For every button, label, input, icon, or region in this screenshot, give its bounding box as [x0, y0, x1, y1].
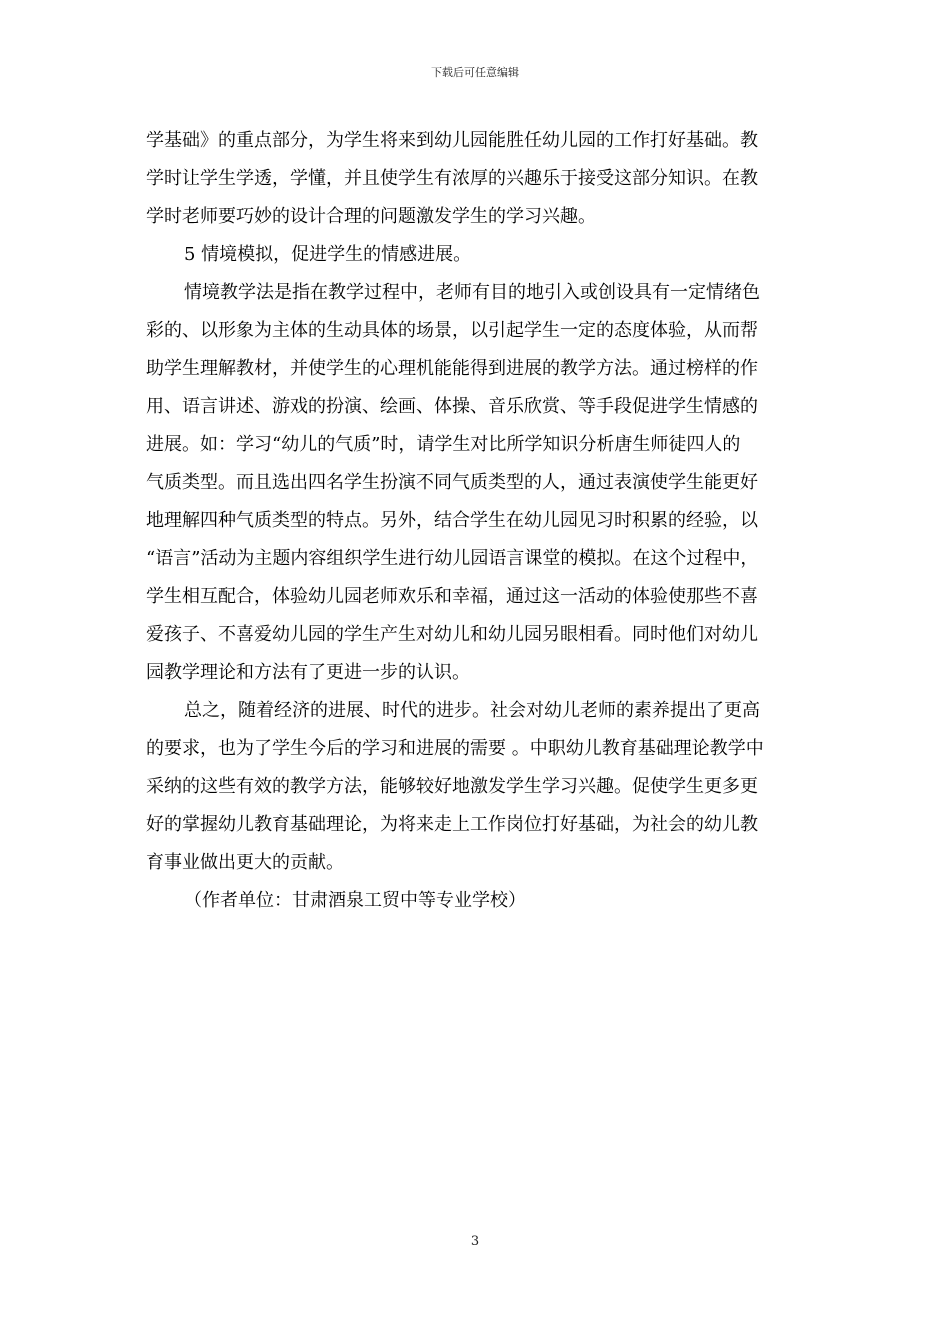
body-text-line: 园教学理论和方法有了更进一步的认识。 — [146, 662, 470, 683]
body-text-line: 彩的、以形象为主体的生动具体的场景，以引起学生一定的态度体验，从而帮 — [146, 320, 758, 341]
body-text-line: 好的掌握幼儿教育基础理论，为将来走上工作岗位打好基础，为社会的幼儿教 — [146, 814, 758, 835]
body-text-line: “语言”活动为主题内容组织学生进行幼儿园语言课堂的模拟。在这个过程中， — [146, 548, 759, 569]
body-text-line: 学时老师要巧妙的设计合理的问题激发学生的学习兴趣。 — [146, 206, 596, 227]
body-text-line: 进展。如：学习“幼儿的气质”时，请学生对比所学知识分析唐生师徒四人的 — [146, 434, 741, 455]
page-number: 3 — [470, 1234, 480, 1249]
author-affiliation: （作者单位：甘肃酒泉工贸中等专业学校） — [184, 890, 526, 911]
page-header: 下载后可任意编辑 — [431, 66, 519, 79]
body-text-line: 用、语言讲述、游戏的扮演、绘画、体操、音乐欣赏、等手段促进学生情感的 — [146, 396, 758, 417]
section-heading: 5 情境模拟，促进学生的情感进展。 — [184, 244, 472, 265]
body-text-line: 的要求，也为了学生今后的学习和进展的需要 。中职幼儿教育基础理论教学中 — [146, 738, 764, 759]
body-text-line: 育事业做出更大的贡献。 — [146, 852, 344, 873]
body-text-line: 爱孩子、不喜爱幼儿园的学生产生对幼儿和幼儿园另眼相看。同时他们对幼儿 — [146, 624, 758, 645]
body-text-line: 地理解四种气质类型的特点。另外，结合学生在幼儿园见习时积累的经验，以 — [146, 510, 758, 531]
body-text-line: 学基础》的重点部分，为学生将来到幼儿园能胜任幼儿园的工作打好基础。教 — [146, 130, 758, 151]
document-body — [146, 122, 814, 920]
body-text-line: 学时让学生学透，学懂，并且使学生有浓厚的兴趣乐于接受这部分知识。在教 — [146, 168, 758, 189]
body-text-line: 气质类型。而且选出四名学生扮演不同气质类型的人，通过表演使学生能更好 — [146, 472, 758, 493]
body-text-line: 情境教学法是指在教学过程中，老师有目的地引入或创设具有一定情绪色 — [184, 282, 760, 303]
body-text-line: 总之，随着经济的进展、时代的进步。社会对幼儿老师的素养提出了更高 — [184, 700, 760, 721]
body-text-line: 学生相互配合，体验幼儿园老师欢乐和幸福，通过这一活动的体验使那些不喜 — [146, 586, 758, 607]
body-text-line: 采纳的这些有效的教学方法，能够较好地激发学生学习兴趣。促使学生更多更 — [146, 776, 758, 797]
body-text-line: 助学生理解教材，并使学生的心理机能能得到进展的教学方法。通过榜样的作 — [146, 358, 758, 379]
